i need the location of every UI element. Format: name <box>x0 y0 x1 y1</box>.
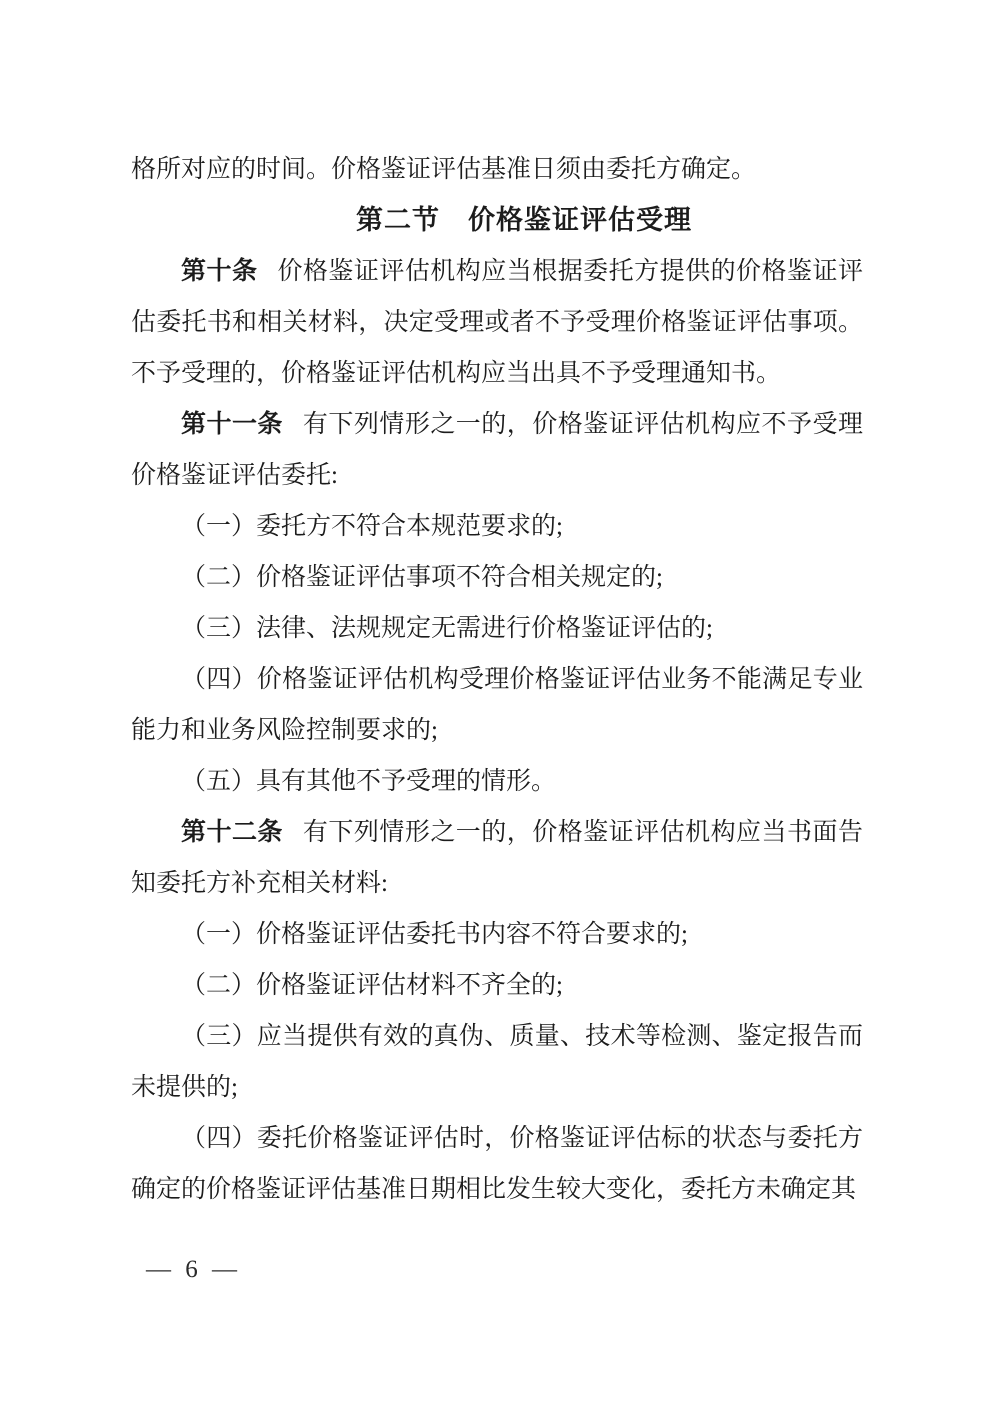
document-body <box>131 144 863 1215</box>
list-item: （五）具有其他不予受理的情形。 <box>181 768 557 795</box>
list-item: （二）价格鉴证评估材料不齐全的; <box>181 972 563 999</box>
article-text: 有下列情形之一的，价格鉴证评估机构应当书面告知委托方补充相关材料: <box>131 819 863 897</box>
paragraph-article-10 <box>131 246 863 399</box>
article-text: 有下列情形之一的，价格鉴证评估机构应不予受理价格鉴证评估委托: <box>131 411 863 489</box>
list-item: （三）法律、法规规定无需进行价格鉴证评估的; <box>181 615 713 642</box>
article-text: 价格鉴证评估机构应当根据委托方提供的价格鉴证评估委托书和相关材料，决定受理或者不予受理价格鉴证评估事项。不予受理的，价格鉴证评估机构应当出具不予受理通知书。 <box>131 258 863 387</box>
article-number: 第十二条 <box>181 819 283 846</box>
list-item: （一）委托方不符合本规范要求的; <box>181 513 563 540</box>
paragraph-article-11 <box>131 399 863 501</box>
list-item: （二）价格鉴证评估事项不符合相关规定的; <box>181 564 663 591</box>
list-item: （四）价格鉴证评估机构受理价格鉴证评估业务不能满足专业能力和业务风险控制要求的; <box>131 666 863 744</box>
section-heading: 第二节 价格鉴证评估受理 <box>356 205 692 235</box>
page-number: — 6 — <box>146 1256 241 1283</box>
article-number: 第十一条 <box>181 411 283 438</box>
paragraph-continuation: 格所对应的时间。价格鉴证评估基准日须由委托方确定。 <box>131 156 757 183</box>
paragraph-article-12 <box>131 807 863 909</box>
list-item: （四）委托价格鉴证评估时，价格鉴证评估标的状态与委托方确定的价格鉴证评估基准日期相比发生较大变化，委托方未确定其 <box>131 1125 863 1203</box>
list-item: （三）应当提供有效的真伪、质量、技术等检测、鉴定报告而未提供的; <box>131 1023 863 1101</box>
article-number: 第十条 <box>181 258 258 285</box>
list-item: （一）价格鉴证评估委托书内容不符合要求的; <box>181 921 688 948</box>
